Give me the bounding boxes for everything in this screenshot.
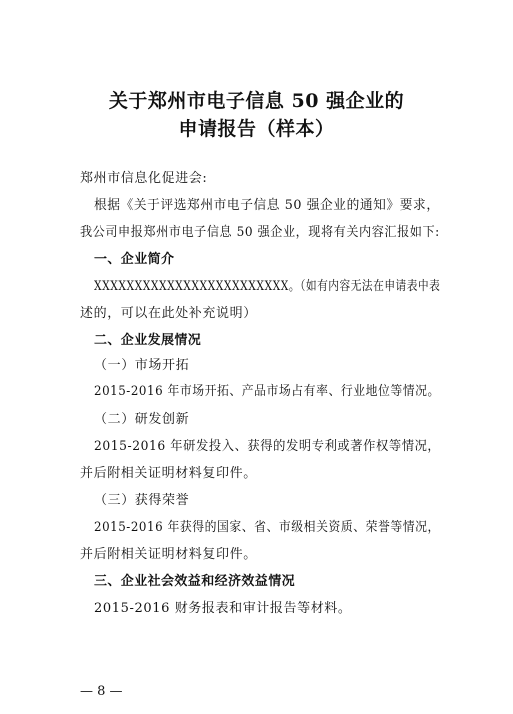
section-3-heading: 三、企业社会效益和经济效益情况: [94, 574, 296, 589]
section-3-line-1: 2015-2016 财务报表和审计报告等材料。: [94, 601, 352, 616]
subsection-3-line-2: 并后附相关证明材料复印件。: [80, 547, 257, 562]
subsection-2-line-2: 并后附相关证明材料复印件。: [80, 466, 257, 481]
document-title-line-2: 申请报告（样本）: [178, 118, 335, 140]
document-title-line-1: 关于郑州市电子信息 50 强企业的: [108, 90, 405, 112]
intro-line-2: 我公司申报郑州市电子信息 50 强企业，现将有关内容汇报如下:: [80, 225, 440, 240]
section-1-heading: 一、企业简介: [94, 252, 175, 267]
section-2-heading: 二、企业发展情况: [94, 333, 202, 348]
subsection-3-label: （三）获得荣誉: [94, 493, 190, 508]
intro-line-1: 根据《关于评选郑州市电子信息 50 强企业的通知》要求，: [94, 198, 440, 213]
subsection-1-label: （一）市场开拓: [94, 358, 190, 373]
subsection-1-line-1: 2015-2016 年市场开拓、产品市场占有率、行业地位等情况。: [94, 384, 440, 399]
subsection-2-line-1: 2015-2016 年研发投入、获得的发明专利或著作权等情况，: [94, 439, 441, 454]
section-1-line-2: 述的，可以在此处补充说明）: [80, 306, 257, 321]
section-1-line-1: XXXXXXXXXXXXXXXXXXXXXXXX。（如有内容无法在申请表中表: [94, 279, 441, 294]
subsection-3-line-1: 2015-2016 年获得的国家、省、市级相关资质、荣誉等情况，: [94, 520, 440, 535]
page-number: — 8 —: [80, 684, 123, 699]
subsection-2-label: （二）研发创新: [94, 412, 190, 427]
salutation: 郑州市信息化促进会:: [80, 171, 208, 186]
